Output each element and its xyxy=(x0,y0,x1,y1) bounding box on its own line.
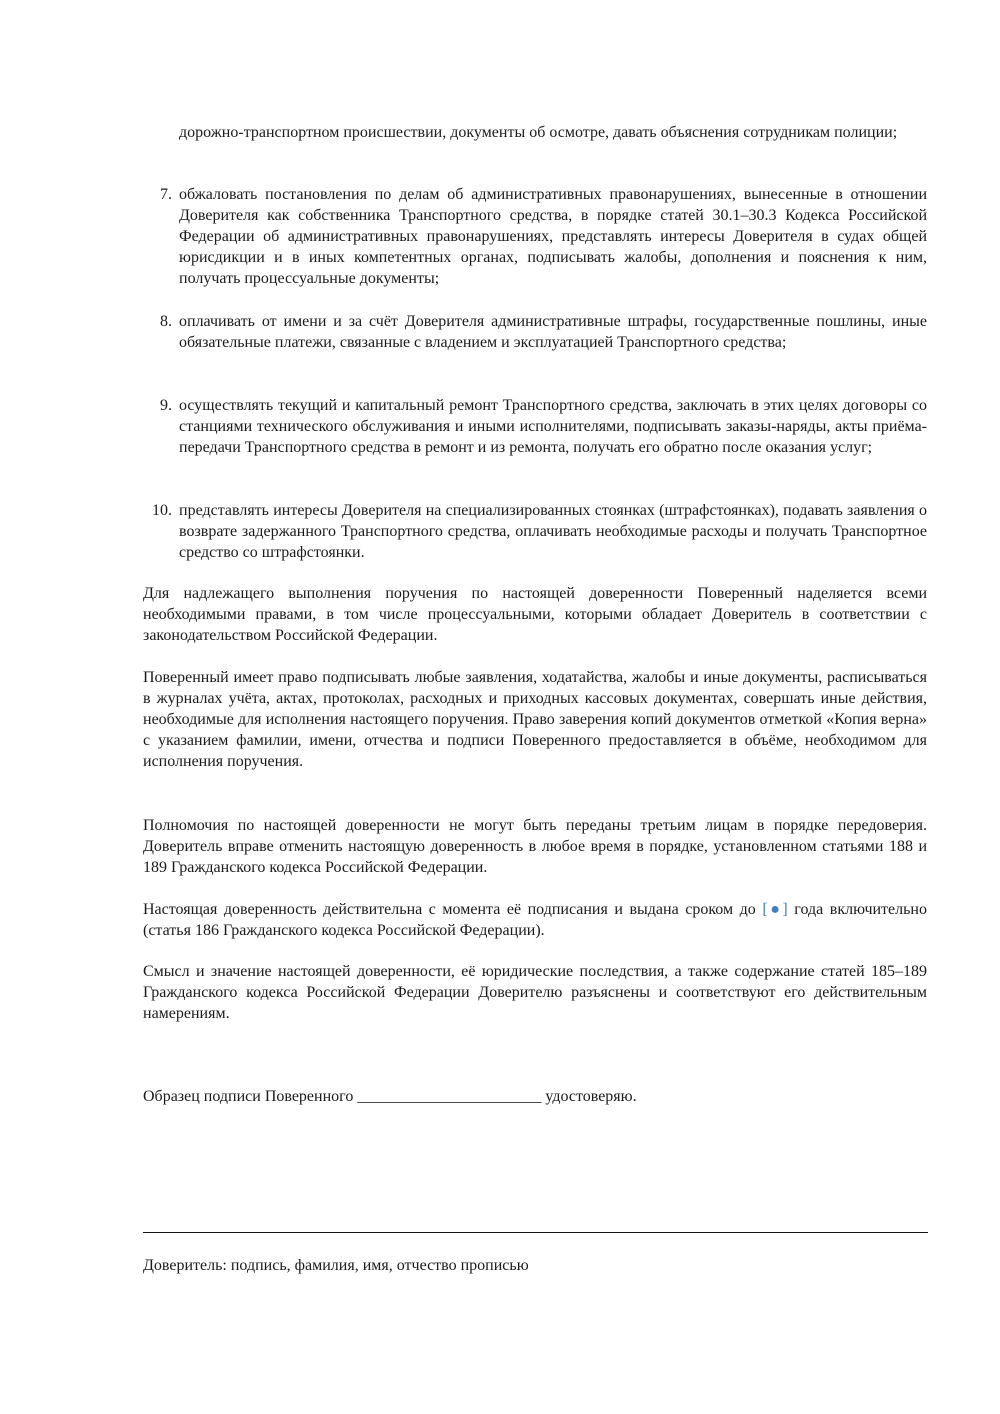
list-item-text: обжаловать постановления по делам об административных правонарушениях, вынесенные в отношении Доверителя как собственника Транспортного средства, в порядке статей 30.1–30.3 Кодекса Российской Федерации об административных правонарушениях, представлять интересы Доверителя в судах общей юрисдикции и в иных компетентных органах, подписывать жалобы, дополнения и пояснения к ним, получать процессуальные документы; xyxy=(179,186,927,287)
list-item-7 xyxy=(143,184,927,289)
signature-rule xyxy=(143,1232,928,1233)
paragraph-signing-rights: Поверенный имеет право подписывать любые заявления, ходатайства, жалобы и иные документы, расписываться в журналах учёта, актах, протоколах, расходных и приходных кассовых документах, совершать иные действия, необходимые для исполнения настоящего поручения. Право заверения копий документов отметкой «Копия верна» с указанием фамилии, имени, отчества и подписи Поверенного предоставляется в объёме, необходимом для исполнения поручения. xyxy=(143,669,927,770)
paragraph-no-substitution: Полномочия по настоящей доверенности не могут быть переданы третьим лицам в порядке передоверия. Доверитель вправе отменить настоящую доверенность в любое время в порядке, установленном статьями 188 и 189 Гражданского кодекса Российской Федерации. xyxy=(143,817,927,876)
list-item-text: дорожно-транспортном происшествии, документы об осмотре, давать объяснения сотрудникам полиции; xyxy=(179,124,898,141)
principal-signature-caption: Доверитель: подпись, фамилия, имя, отчество прописью xyxy=(143,1257,529,1274)
validity-text-start: Настоящая доверенность действительна с момента её подписания и выдана сроком до xyxy=(143,901,763,918)
list-item-text: осуществлять текущий и капитальный ремонт Транспортного средства, заключать в этих целях договоры со станциями технического обслуживания и иными исполнителями, подписывать заказы-наряды, акты приёма-передачи Транспортного средства в ремонт и из ремонта, получать его обратно после оказания услуг; xyxy=(179,397,927,456)
list-item-9 xyxy=(143,395,927,458)
list-item-number: 7. xyxy=(160,186,172,203)
list-item-continuation xyxy=(143,122,927,143)
validity-text-end: года включительно (статья 186 Гражданского кодекса Российской Федерации). xyxy=(143,901,927,939)
signature-sample-line: Образец подписи Поверенного _______________________ удостоверяю. xyxy=(143,1088,637,1105)
paragraph-validity xyxy=(143,899,927,941)
list-item-text: оплачивать от имени и за счёт Доверителя административные штрафы, государственные пошлины, иные обязательные платежи, связанные с владением и эксплуатацией Транспортного средства; xyxy=(179,313,927,351)
list-item-number: 10. xyxy=(152,502,172,519)
list-item-8 xyxy=(143,311,927,353)
paragraph-explanation: Смысл и значение настоящей доверенности, её юридические последствия, а также содержание статей 185–189 Гражданского кодекса Российской Федерации Доверителю разъяснены и соответствуют его действительным намерениям. xyxy=(143,963,927,1022)
list-item-number: 9. xyxy=(160,397,172,414)
list-item-number: 8. xyxy=(160,313,172,330)
date-placeholder: [●] xyxy=(762,901,788,918)
list-item-text: представлять интересы Доверителя на специализированных стоянках (штрафстоянках), подавать заявления о возврате задержанного Транспортного средства, оплачивать необходимые расходы и получать Транспортное средство со штрафстоянки. xyxy=(179,502,927,561)
list-item-10 xyxy=(143,500,927,563)
paragraph-powers: Для надлежащего выполнения поручения по настоящей доверенности Поверенный наделяется всеми необходимыми правами, в том числе процессуальными, которыми обладает Доверитель в соответствии с законодательством Российской Федерации. xyxy=(143,585,927,644)
